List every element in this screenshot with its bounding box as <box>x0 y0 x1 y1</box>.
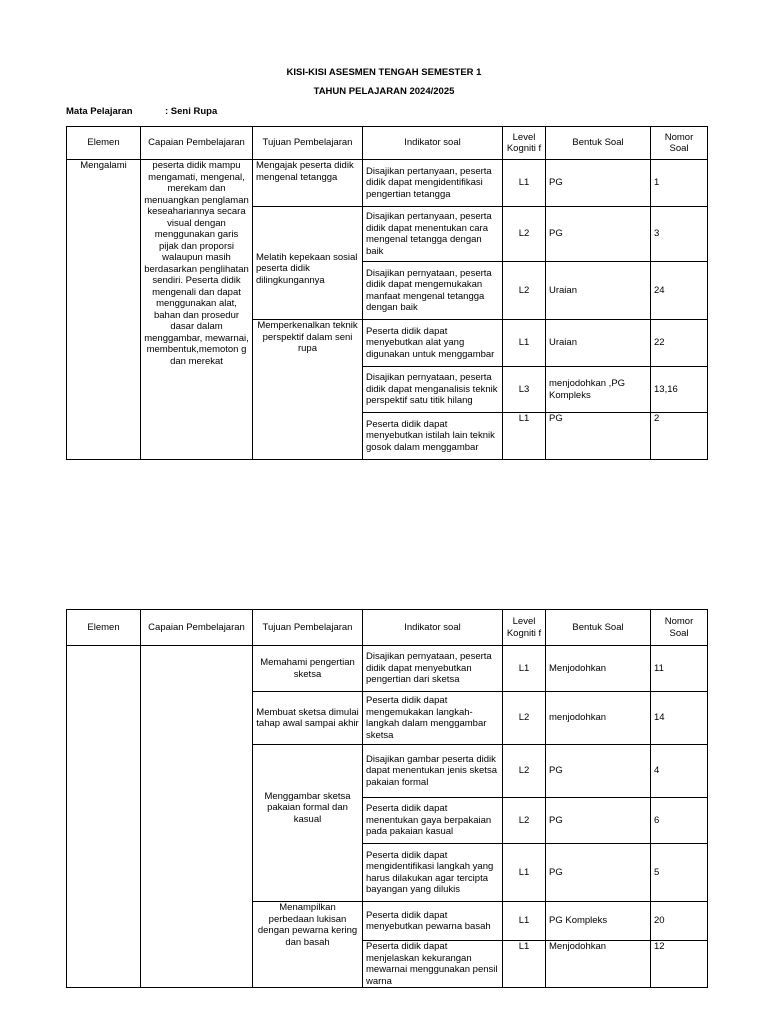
nomor-cell: 3 <box>651 207 708 262</box>
level-cell: L1 <box>503 160 546 207</box>
indikator-cell: Peserta didik dapat mengidentifikasi langkah yang harus dilakukan agar tercipta bayangan yang dilukis <box>363 844 503 902</box>
tujuan-cell: Memperkenalkan teknik perspektif dalam seni rupa <box>253 320 363 460</box>
indikator-cell: Peserta didik dapat menentukan gaya berpakaian pada pakaian kasual <box>363 798 503 844</box>
header-elemen: Elemen <box>67 127 141 160</box>
bentuk-cell: Uraian <box>546 262 651 320</box>
nomor-cell: 5 <box>651 844 708 902</box>
bentuk-cell: menjodohkan <box>546 692 651 745</box>
elemen-cell: Mengalami <box>67 160 141 460</box>
level-cell: L2 <box>503 798 546 844</box>
table-row <box>67 160 708 207</box>
nomor-cell: 4 <box>651 745 708 798</box>
header-capaian: Capaian Pembelajaran <box>141 610 253 646</box>
nomor-cell: 14 <box>651 692 708 745</box>
capaian-cell: peserta didik mampu mengamati, mengenal, merekam dan menuangkan penglaman keseahariannyа secara visual dengan menggunakan garis pijak dan proporsi walaupun masih berdasarkan penglihatan sendiri. Peserta didik mengenali dan dapat menggunakan alat, bahan dan prosedur dasar dalam menggambar, mewarnai, membentuk,memoton g dan merekat <box>141 160 253 460</box>
level-cell: L1 <box>503 646 546 692</box>
level-cell: L3 <box>503 367 546 413</box>
bentuk-cell: PG <box>546 207 651 262</box>
kisi-table-1 <box>66 126 708 460</box>
header-level: Level Kogniti f <box>503 127 546 160</box>
bentuk-cell: PG <box>546 798 651 844</box>
nomor-cell: 11 <box>651 646 708 692</box>
kisi-table-2 <box>66 609 708 988</box>
bentuk-cell: PG Kompleks <box>546 902 651 941</box>
bentuk-cell: PG <box>546 745 651 798</box>
tujuan-cell: Membuat sketsa dimulai tahap awal sampai akhir <box>253 692 363 745</box>
nomor-cell: 24 <box>651 262 708 320</box>
elemen-cell <box>67 646 141 988</box>
level-cell: L1 <box>503 902 546 941</box>
level-cell: L1 <box>503 320 546 367</box>
capaian-cell <box>141 646 253 988</box>
nomor-cell: 13,16 <box>651 367 708 413</box>
header-capaian: Capaian Pembelajaran <box>141 127 253 160</box>
doc-title: KISI-KISI ASESMEN TENGAH SEMESTER 1 <box>286 67 482 78</box>
level-cell: L1 <box>503 844 546 902</box>
indikator-cell: Disajikan pertanyaan, peserta didik dapat mengidentifikasi pengertian tetangga <box>363 160 503 207</box>
header-indikator: Indikator soal <box>363 610 503 646</box>
table-header-row <box>67 610 708 646</box>
indikator-cell: Disajikan pernyataan, peserta didik dapat mengemukakan manfaat mengenal tetangga dengan baik <box>363 262 503 320</box>
header-bentuk: Bentuk Soal <box>546 127 651 160</box>
table-header-row <box>67 127 708 160</box>
indikator-cell: Disajikan gambar peserta didik dapat menentukan jenis sketsa pakaian formal <box>363 745 503 798</box>
header-tujuan: Tujuan Pembelajaran <box>253 127 363 160</box>
tujuan-cell: Menggambar sketsa pakaian formal dan kasual <box>253 745 363 902</box>
level-cell: L2 <box>503 207 546 262</box>
tujuan-cell: Mengajak peserta didik mengenal tetangga <box>253 160 363 207</box>
subject-label: Mata Pelajaran <box>66 106 133 117</box>
indikator-cell: Peserta didik dapat menjelaskan kekurangan mewarnai menggunakan pensil warna <box>363 941 503 988</box>
subject-value: : Seni Rupa <box>165 106 218 117</box>
tujuan-cell: Memahami pengertian sketsa <box>253 646 363 692</box>
nomor-cell: 1 <box>651 160 708 207</box>
nomor-cell: 22 <box>651 320 708 367</box>
nomor-cell: 20 <box>651 902 708 941</box>
level-cell: L1 <box>503 941 546 988</box>
bentuk-cell: menjodohkan ,PG Kompleks <box>546 367 651 413</box>
level-cell: L2 <box>503 745 546 798</box>
header-nomor: Nomor Soal <box>651 610 708 646</box>
indikator-cell: Peserta didik dapat menyebutkan pewarna basah <box>363 902 503 941</box>
header-level: Level Kogniti f <box>503 610 546 646</box>
nomor-cell: 2 <box>651 413 708 460</box>
level-cell: L2 <box>503 262 546 320</box>
header-elemen: Elemen <box>67 610 141 646</box>
bentuk-cell: Menjodohkan <box>546 941 651 988</box>
indikator-cell: Disajikan pertanyaan, peserta didik dapat menentukan cara mengenal tetangga dengan baik <box>363 207 503 262</box>
nomor-cell: 6 <box>651 798 708 844</box>
header-tujuan: Tujuan Pembelajaran <box>253 610 363 646</box>
doc-subtitle: TAHUN PELAJARAN 2024/2025 <box>313 86 455 97</box>
bentuk-cell: Uraian <box>546 320 651 367</box>
bentuk-cell: PG <box>546 413 651 460</box>
bentuk-cell: PG <box>546 160 651 207</box>
tujuan-cell: Menampilkan perbedaan lukisan dengan pewarna kering dan basah <box>253 902 363 988</box>
bentuk-cell: Menjodohkan <box>546 646 651 692</box>
level-cell: L2 <box>503 692 546 745</box>
indikator-cell: Disajikan pernyataan, peserta didik dapat menyebutkan pengertian dari sketsa <box>363 646 503 692</box>
indikator-cell: Peserta didik dapat menyebutkan istilah lain teknik gosok dalam menggambar <box>363 413 503 460</box>
header-bentuk: Bentuk Soal <box>546 610 651 646</box>
indikator-cell: Peserta didik dapat menyebutkan alat yang digunakan untuk menggambar <box>363 320 503 367</box>
header-nomor: Nomor Soal <box>651 127 708 160</box>
bentuk-cell: PG <box>546 844 651 902</box>
indikator-cell: Disajikan pernyataan, peserta didik dapat menganalisis teknik perspektif satu titik hilang <box>363 367 503 413</box>
nomor-cell: 12 <box>651 941 708 988</box>
level-cell: L1 <box>503 413 546 460</box>
header-indikator: Indikator soal <box>363 127 503 160</box>
table-row <box>67 646 708 692</box>
indikator-cell: Peserta didik dapat mengemukakan langkah-langkah dalam menggambar sketsa <box>363 692 503 745</box>
tujuan-cell: Melatih kepekaan sosial peserta didik dilingkungannya <box>253 207 363 320</box>
